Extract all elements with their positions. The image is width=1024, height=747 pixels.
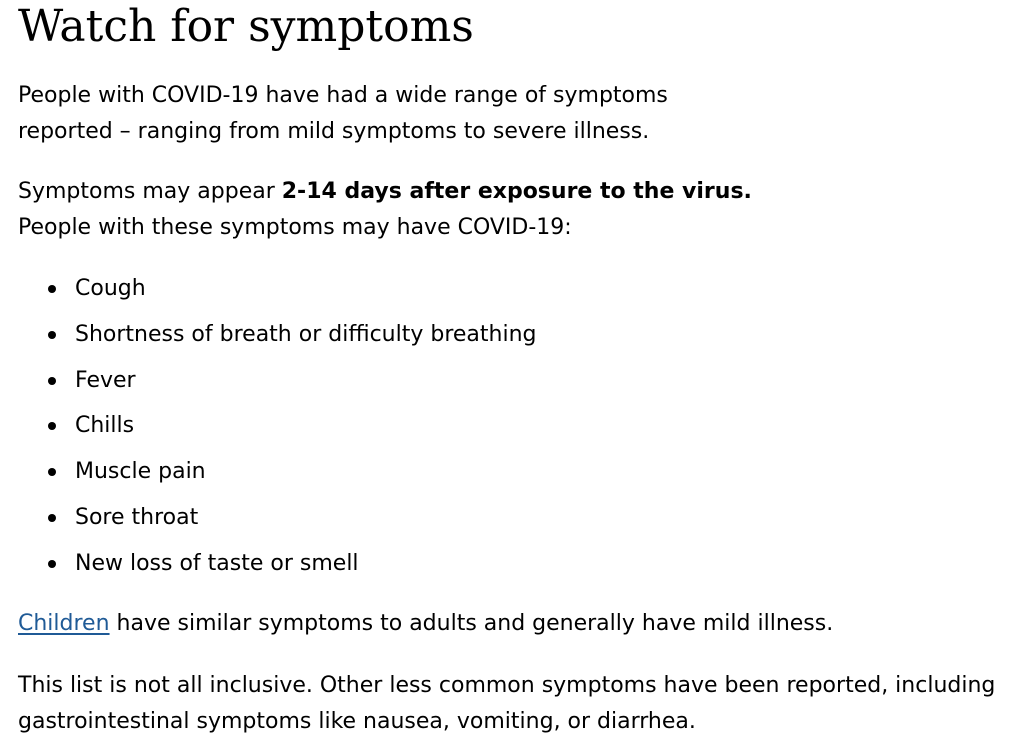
bullet-icon — [48, 514, 56, 522]
page-title: Watch for symptoms — [18, 1, 474, 52]
list-item — [18, 449, 537, 495]
symptom-label: Chills — [75, 413, 135, 439]
list-item — [18, 495, 537, 541]
list-item — [18, 358, 537, 404]
symptom-label: Shortness of breath or difficulty breathing — [75, 321, 537, 347]
intro-paragraph — [18, 78, 668, 150]
symptom-list — [18, 266, 537, 587]
list-item — [18, 266, 537, 312]
bullet-icon — [48, 422, 56, 430]
symptom-label: Sore throat — [75, 504, 199, 530]
intro-line-1: People with COVID-19 have had a wide range of symptoms — [18, 83, 668, 108]
bullet-icon — [48, 285, 56, 293]
symptom-label: Muscle pain — [75, 459, 206, 485]
children-paragraph — [18, 606, 833, 642]
disclaimer-line-1: This list is not all inclusive. Other less common symptoms have been reported, including — [18, 673, 996, 698]
list-item — [18, 541, 537, 587]
children-text: have similar symptoms to adults and generally have mild illness. — [109, 611, 834, 636]
onset-prefix: Symptoms may appear — [18, 179, 282, 204]
bullet-icon — [48, 377, 56, 385]
list-item — [18, 403, 537, 449]
symptom-label: New loss of taste or smell — [75, 550, 359, 576]
onset-paragraph — [18, 174, 752, 246]
disclaimer-paragraph — [18, 668, 995, 740]
bullet-icon — [48, 468, 56, 476]
symptom-label: Cough — [75, 276, 146, 301]
onset-line-2: People with these symptoms may have COVID-19: — [18, 215, 572, 240]
intro-line-2: reported – ranging from mild symptoms to severe illness. — [18, 119, 650, 144]
bullet-icon — [48, 331, 56, 339]
disclaimer-line-2: gastrointestinal symptoms like nausea, vomiting, or diarrhea. — [18, 709, 696, 734]
symptom-label: Fever — [75, 367, 136, 393]
children-link[interactable]: Children — [18, 611, 110, 636]
list-item — [18, 312, 537, 358]
bullet-icon — [48, 560, 56, 568]
onset-timeframe: 2-14 days after exposure to the virus. — [281, 179, 752, 204]
